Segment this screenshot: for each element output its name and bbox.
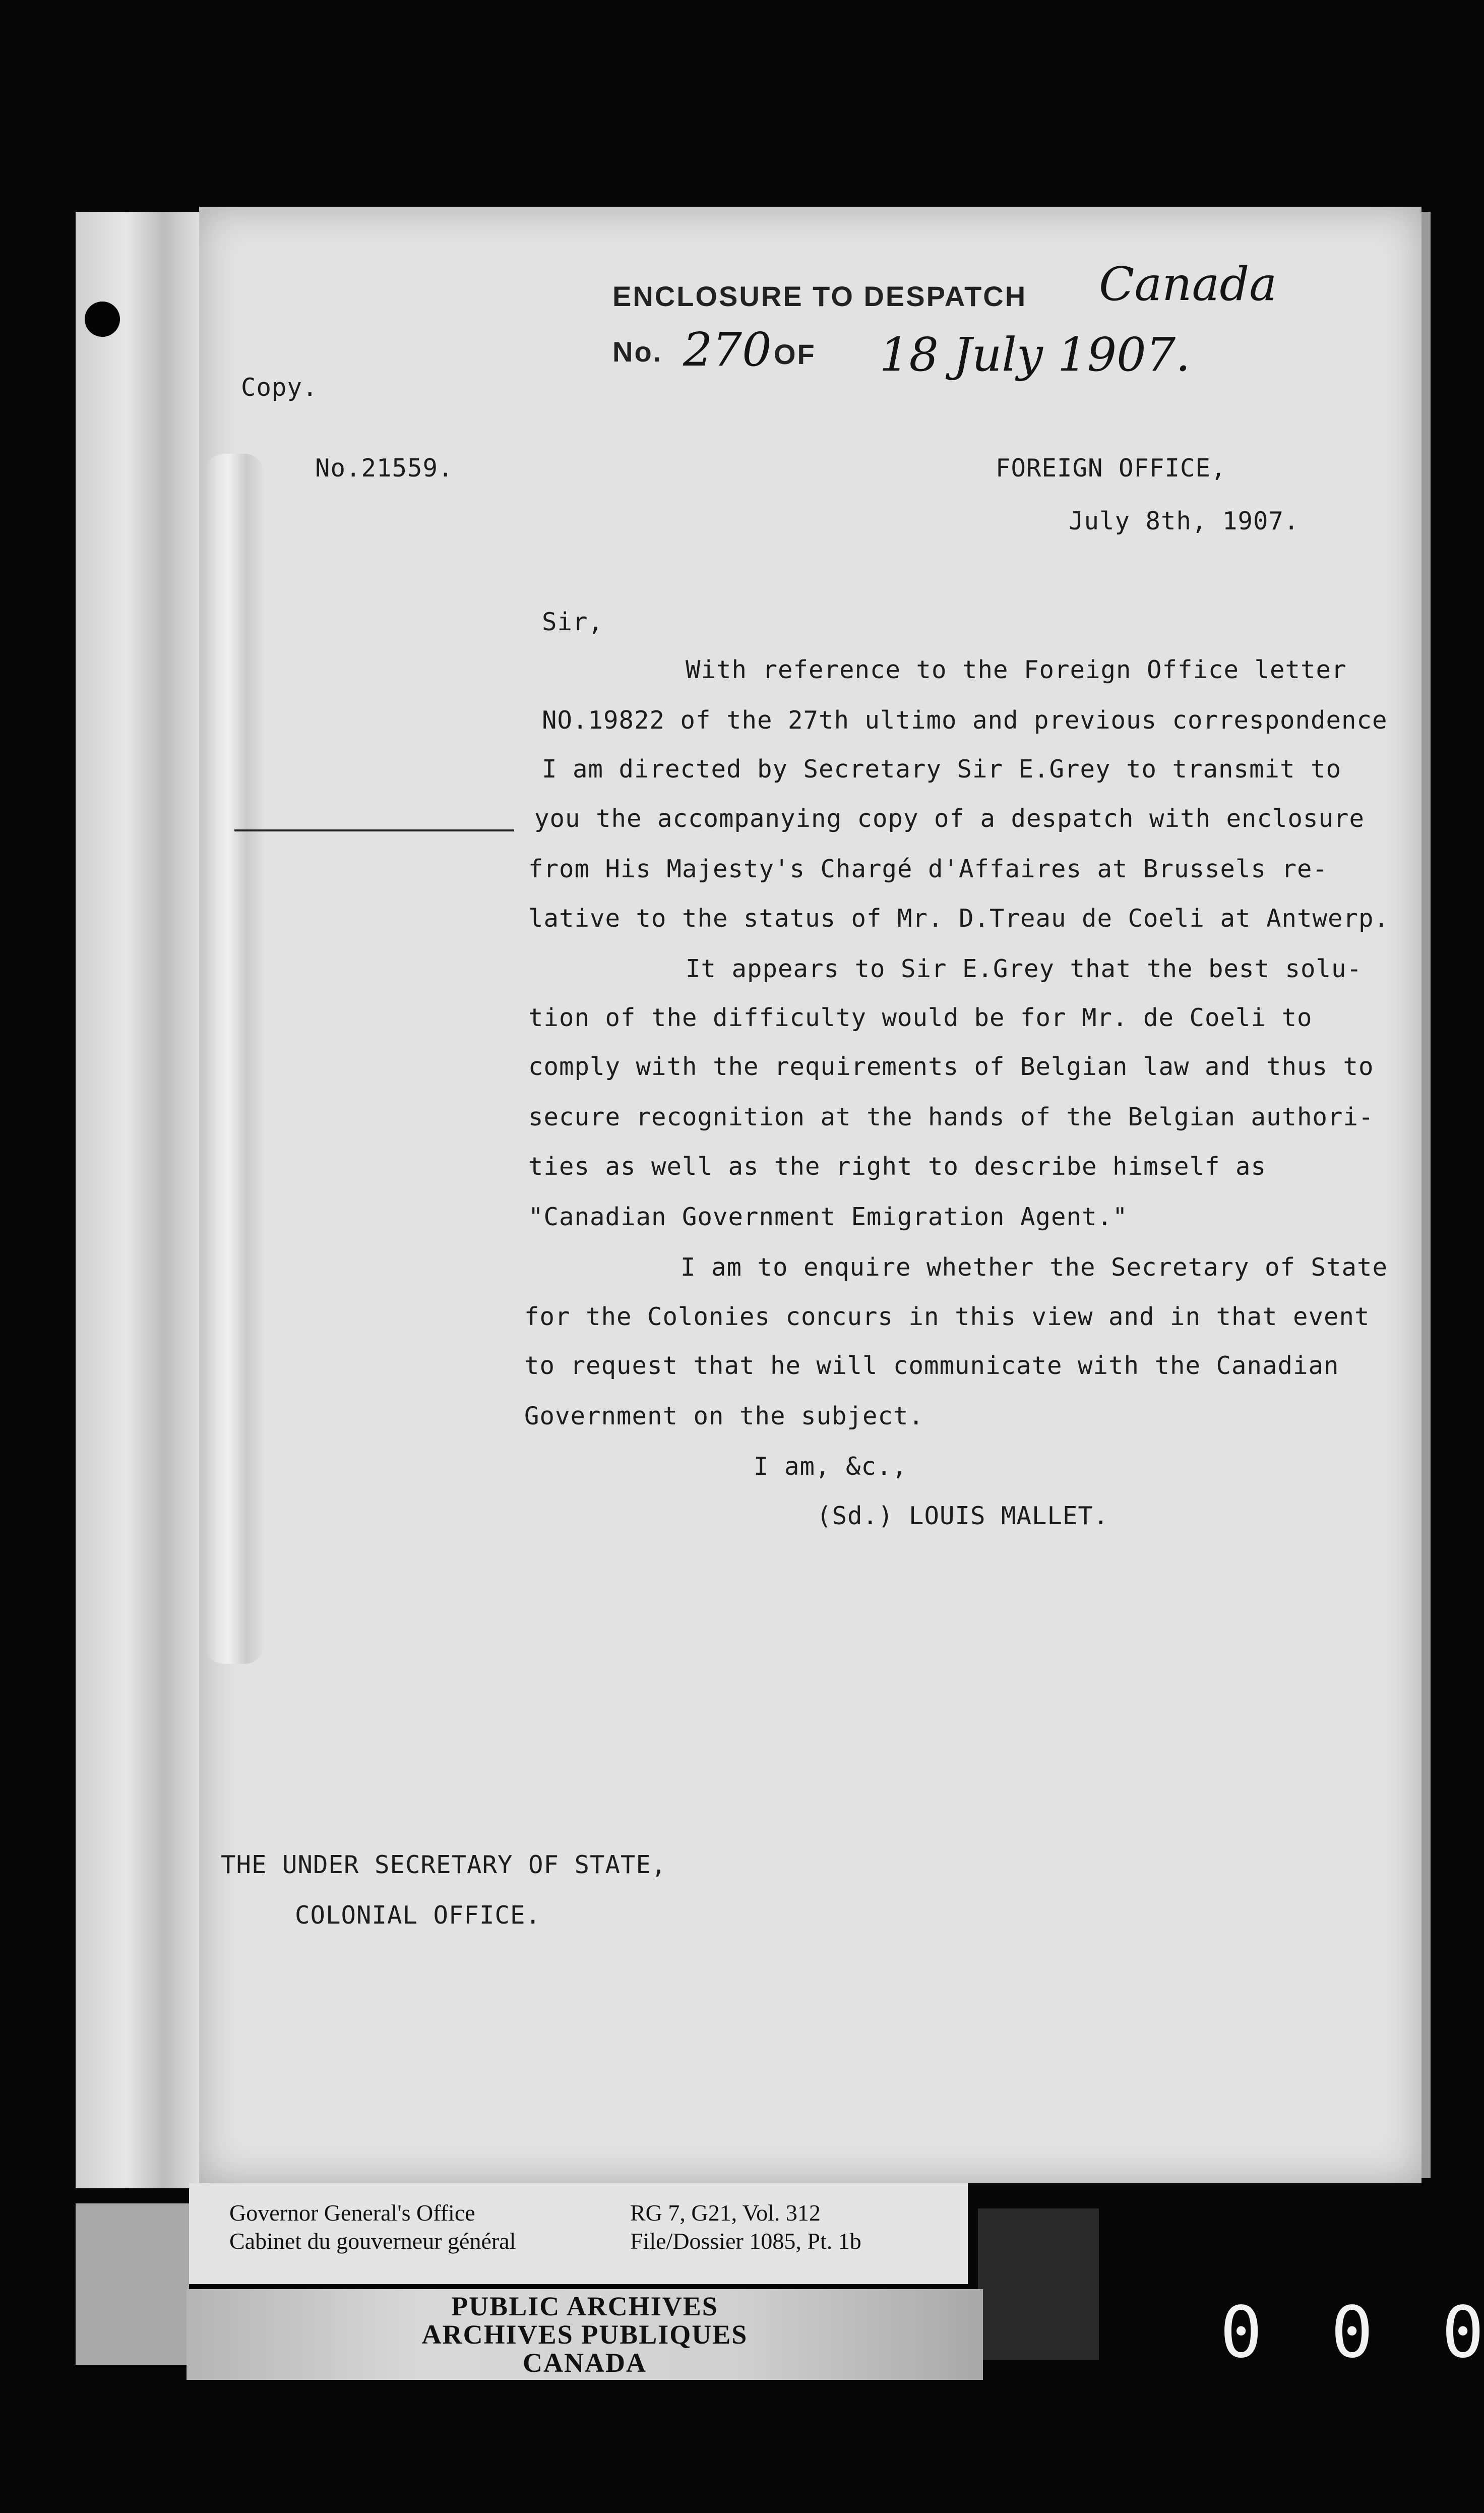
frame-digit: 0 xyxy=(1331,2292,1374,2374)
archive-office-en: Governor General's Office xyxy=(229,2200,475,2226)
salutation: Sir, xyxy=(542,608,604,636)
public-archives-stamp xyxy=(187,2289,983,2380)
enclosure-stamp-title: ENCLOSURE TO DESPATCH xyxy=(612,280,1027,312)
body-line: NO.19822 of the 27th ultimo and previous correspondence xyxy=(542,706,1388,735)
frame-digit: 0 xyxy=(1442,2292,1484,2374)
handwritten-despatch-date: 18 July 1907. xyxy=(880,328,1191,382)
page-crease xyxy=(204,454,265,1664)
reference-number: No.21559. xyxy=(315,454,454,483)
archives-stamp-line-1: PUBLIC ARCHIVES xyxy=(451,2291,718,2321)
copy-label: Copy. xyxy=(241,373,318,402)
sender-office: FOREIGN OFFICE, xyxy=(996,454,1226,483)
archive-label-shadow-right xyxy=(978,2208,1099,2360)
body-line: ties as well as the right to describe himself as xyxy=(528,1152,1267,1181)
body-line: It appears to Sir E.Grey that the best solu- xyxy=(686,954,1363,983)
archive-record-group: RG 7, G21, Vol. 312 xyxy=(630,2200,821,2226)
stamp-of-label: OF xyxy=(774,338,816,370)
archive-reference-label xyxy=(189,2183,968,2284)
body-line: lative to the status of Mr. D.Treau de Coeli at Antwerp. xyxy=(528,904,1390,933)
signature: (Sd.) LOUIS MALLET. xyxy=(817,1502,1109,1530)
archive-office-fr: Cabinet du gouverneur général xyxy=(229,2228,516,2254)
page-edge xyxy=(1421,212,1431,2178)
handwritten-colony: Canada xyxy=(1099,257,1277,311)
margin-line xyxy=(234,829,514,831)
archive-label-shadow-left xyxy=(76,2203,189,2365)
body-line: I am to enquire whether the Secretary of State xyxy=(681,1253,1388,1282)
stamp-no-label: No. xyxy=(612,336,663,368)
body-line: I am directed by Secretary Sir E.Grey to transmit to xyxy=(542,755,1342,784)
body-line: "Canadian Government Emigration Agent." xyxy=(528,1203,1128,1231)
body-line: for the Colonies concurs in this view and in that event xyxy=(524,1302,1370,1331)
letter-date: July 8th, 1907. xyxy=(1069,507,1300,535)
document-page xyxy=(199,207,1421,2183)
archive-file-number: File/Dossier 1085, Pt. 1b xyxy=(630,2228,861,2254)
body-line: to request that he will communicate with the Canadian xyxy=(524,1351,1339,1380)
left-margin-strip xyxy=(76,212,202,2188)
punch-hole xyxy=(85,302,120,337)
addressee-line-1: THE UNDER SECRETARY OF STATE, xyxy=(221,1850,667,1879)
closing: I am, &c., xyxy=(754,1452,908,1481)
addressee-line-2: COLONIAL OFFICE. xyxy=(295,1901,541,1930)
body-line: secure recognition at the hands of the Belgian authori- xyxy=(528,1103,1374,1131)
body-line: With reference to the Foreign Office letter xyxy=(686,655,1347,684)
body-line: comply with the requirements of Belgian law and thus to xyxy=(528,1052,1374,1081)
handwritten-despatch-number: 270 xyxy=(683,323,772,377)
body-line: you the accompanying copy of a despatch with enclosure xyxy=(534,804,1365,833)
body-line: tion of the difficulty would be for Mr. de Coeli to xyxy=(528,1003,1313,1032)
frame-digit: 0 xyxy=(1220,2292,1263,2374)
body-line: from His Majesty's Chargé d'Affaires at Brussels re- xyxy=(528,855,1328,883)
body-line: Government on the subject. xyxy=(524,1402,924,1430)
archives-stamp-line-3: CANADA xyxy=(523,2348,647,2378)
archives-stamp-line-2: ARCHIVES PUBLIQUES xyxy=(421,2319,748,2350)
